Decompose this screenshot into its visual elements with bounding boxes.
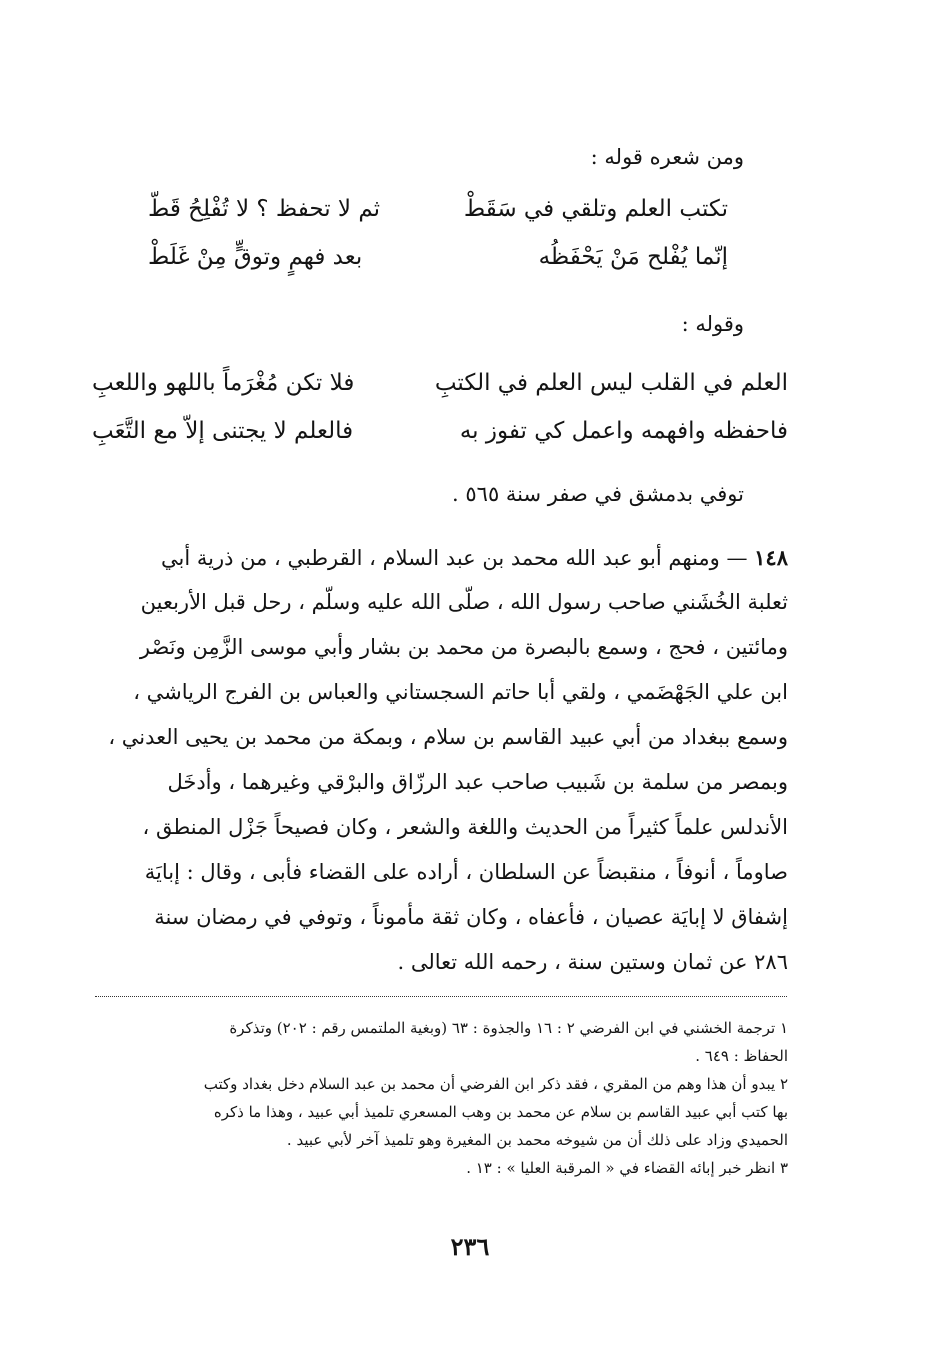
footnote-line-1: ١ ترجمة الخشني في ابن الفرضي ٢ : ١٦ والجذوة : ٦٣ (وبغية الملتمس رقم : ٢٠٢) وتذكرة <box>229 1019 788 1037</box>
entry-line-5: وسمع ببغداد من أبي عبيد القاسم بن سلام ، وبمكة من محمد بن يحيى العدني ، <box>108 725 788 749</box>
verse-2-second-hemistich: بعد فهمٍ وتوقٍّ مِنْ غَلَطْ <box>148 244 363 270</box>
biography-entry <box>98 535 788 985</box>
entry-line-7: الأندلس علماً كثيراً من الحديث واللغة والشعر ، وكان فصيحاً جَزْل المنطق ، <box>142 815 788 839</box>
footnote-line-4: بها كتب أبي عبيد القاسم بن سلام عن محمد بن وهب المسعري تلميذ أبي عبيد ، وهذا ما ذكره <box>213 1103 788 1121</box>
entry-line-4: ابن علي الجَهْضَمي ، ولقي أبا حاتم السجستاني والعباس بن الفرج الرياشي ، <box>133 680 788 704</box>
death-note: توفي بدمشق في صفر سنة ٥٦٥ . <box>452 482 744 506</box>
entry-line-2: ثعلبة الخُشَني صاحب رسول الله ، صلّى الله عليه وسلّم ، رحل قبل الأربعين <box>140 590 788 614</box>
footnote-line-5: الحميدي وزاد على ذلك أن من شيوخه محمد بن المغيرة وهو تلميذ آخر لأبي عبيد . <box>286 1131 788 1149</box>
verse-3-first-hemistich: العلم في القلب ليس العلم في الكتبِ <box>434 370 788 396</box>
entry-line-1-text: — ومنهم أبو عبد الله محمد بن عبد السلام ، القرطبي ، من ذرية أبي <box>161 546 748 570</box>
poem-intro-1: ومن شعره قوله : <box>590 145 744 169</box>
verse-4-first-hemistich: فاحفظه وافهمه واعمل كي تفوز به <box>459 418 788 444</box>
verse-1-first-hemistich: تكتب العلم وتلقي في سَقَطْ <box>463 196 728 222</box>
entry-line-6: وبمصر من سلمة بن شَبيب صاحب عبد الرزّاق والبرْقي وغيرهما ، وأدخَل <box>167 770 788 794</box>
entry-line-10: ٢٨٦ عن ثمان وستين سنة ، رحمه الله تعالى . <box>397 950 788 974</box>
verse-2-first-hemistich: إنّما يُفْلح مَنْ يَحْفَظُه <box>538 244 728 270</box>
verse-3-second-hemistich: فلا تكن مُغْرَماً باللهو واللعبِ <box>92 370 355 396</box>
footnote-line-3: ٢ يبدو أن هذا وهم من المقري ، فقد ذكر ابن الفرضي أن محمد بن عبد السلام دخل بغداد وكتب <box>203 1075 788 1093</box>
entry-line-1 <box>98 535 788 580</box>
footnotes <box>98 1014 788 1182</box>
footnote-line-6: ٣ انظر خبر إبائه القضاء في « المرقبة العليا » : ١٣ . <box>466 1159 788 1177</box>
entry-line-3: ومائتين ، فحج ، وسمع بالبصرة من محمد بن بشار وأبي موسى الزَّمِن ونَصْر <box>139 635 788 659</box>
page-number: ٢٣٦ <box>450 1232 490 1261</box>
verse-4-second-hemistich: فالعلم لا يجتنى إلاّ مع التَّعَبِ <box>92 418 354 444</box>
poem-intro-2: وقوله : <box>681 312 744 336</box>
entry-line-9: إشفاق لا إبايَة عصيان ، فأعفاه ، وكان ثقة مأموناً ، وتوفي في رمضان سنة <box>154 905 788 929</box>
entry-number: ١٤٨ <box>754 545 788 570</box>
entry-line-8: صاوماً ، أنوفاً ، منقبضاً عن السلطان ، أراده على القضاء فأبى ، وقال : إبايَة <box>144 860 788 884</box>
verse-1-second-hemistich: ثم لا تحفظ ؟ لا تُفْلِحُ قَطّ <box>148 196 381 222</box>
footnote-line-2: الحفاظ : ٦٤٩ . <box>695 1047 788 1065</box>
footnote-separator <box>95 996 787 997</box>
